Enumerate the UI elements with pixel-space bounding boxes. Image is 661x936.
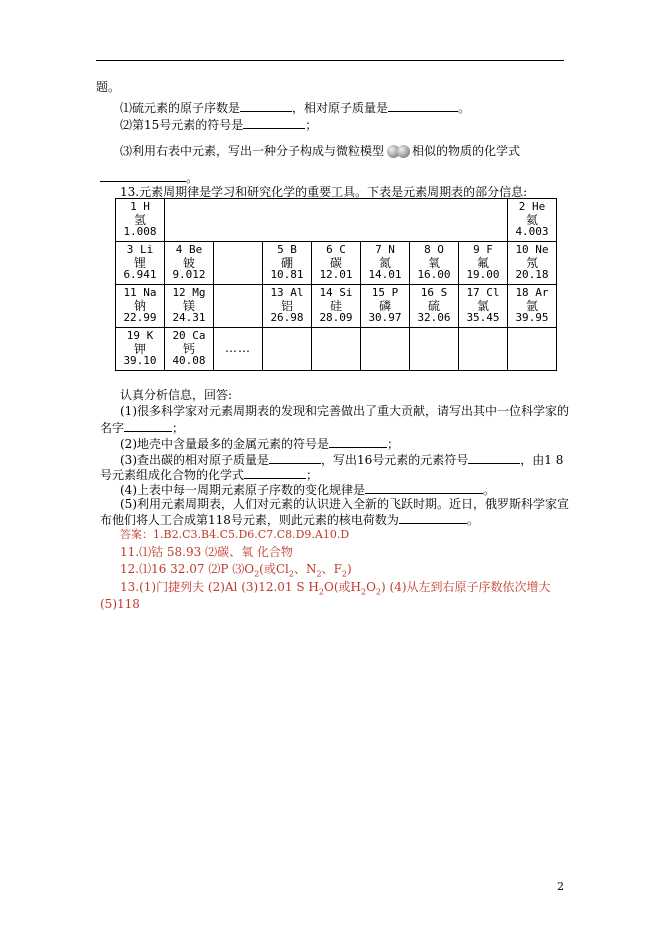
q12-part3-line2	[100, 170, 198, 185]
element-cell-na	[116, 285, 165, 328]
answers-line-3	[120, 562, 352, 581]
table-blank-cell	[459, 328, 508, 371]
q13-p4-text-a: (4)上表中每一周期元素原子序数的变化规律是	[120, 483, 365, 497]
element-cell-h	[116, 199, 165, 242]
table-blank-cell	[214, 242, 263, 285]
answer-blank[interactable]	[468, 452, 520, 464]
answer-text: (或Cl	[259, 562, 289, 576]
table-row	[116, 328, 557, 371]
element-number: 9 F	[473, 243, 493, 257]
q13-p5-text-c: 。	[466, 513, 479, 527]
answer-text: 13.(1)门捷列夫 (2)Al (3)12.01 S H	[120, 580, 319, 594]
table-blank-cell	[263, 328, 312, 371]
answer-text: )	[347, 562, 352, 576]
element-name: 碳	[329, 255, 342, 270]
element-cell-ca	[165, 328, 214, 371]
element-number: 15 P	[371, 286, 399, 300]
element-name: 硅	[329, 298, 342, 313]
element-name: 锂	[133, 255, 146, 270]
element-name: 钾	[133, 341, 146, 356]
element-mass: 39.95	[515, 311, 549, 325]
element-mass: 6.941	[123, 268, 157, 282]
q13-analyze: 认真分析信息，回答:	[120, 388, 233, 402]
element-mass: 35.45	[466, 311, 500, 325]
element-mass: 28.09	[319, 311, 353, 325]
answers-line-1: 答案：1.B2.C3.B4.C5.D6.C7.C8.D9.A10.D	[120, 528, 350, 541]
answer-text: 、N	[293, 562, 317, 576]
q13-stem: 13.元素周期律是学习和研究化学的重要工具。下表是元素周期表的部分信息:	[120, 185, 528, 199]
element-cell-s	[410, 285, 459, 328]
element-cell-f	[459, 242, 508, 285]
element-number: 2 He	[518, 200, 546, 214]
answer-text: 12.⑴16 32.07 ⑵P ⑶O	[120, 562, 255, 576]
element-cell-n	[361, 242, 410, 285]
answer-blank[interactable]	[100, 170, 186, 182]
element-mass: 20.18	[515, 268, 549, 282]
table-blank-cell	[508, 328, 557, 371]
element-cell-li	[116, 242, 165, 285]
subscript: 2	[288, 569, 294, 579]
element-number: 6 C	[326, 243, 346, 257]
element-name: 硼	[280, 255, 293, 270]
answers-line-2: 11.⑴钴 58.93 ⑵碳、氧 化合物	[120, 545, 293, 559]
subscript: 2	[318, 587, 324, 597]
element-name: 铍	[182, 255, 195, 270]
element-cell-he	[508, 199, 557, 242]
molecule-model-icon	[387, 144, 410, 158]
q13-p3-text-e: ；	[306, 468, 319, 482]
element-number: 19 K	[126, 329, 154, 343]
element-cell-ne	[508, 242, 557, 285]
element-cell-o	[410, 242, 459, 285]
q13-p3-text-d: 号元素组成化合物的化学式	[100, 468, 245, 482]
element-cell-p	[361, 285, 410, 328]
q13-p1-text-c: ；	[172, 421, 185, 435]
element-name: 氮	[378, 255, 391, 270]
q13-p1: (1)很多科学家对元素周期表的发现和完善做出了重大贡献，请写出其中一位科学家的	[120, 404, 570, 418]
q13-p3-text-a: (3)查出碳的相对原子质量是	[120, 453, 269, 467]
header-rule	[96, 60, 564, 61]
element-cell-be	[165, 242, 214, 285]
q13-p4	[120, 482, 495, 497]
element-name: 氢	[133, 212, 146, 227]
table-row	[116, 242, 557, 285]
element-mass: 40.08	[172, 354, 206, 368]
element-number: 20 Ca	[172, 329, 206, 343]
element-mass: 19.00	[466, 268, 500, 282]
element-cell-al	[263, 285, 312, 328]
answer-blank[interactable]	[399, 512, 467, 524]
element-cell-mg	[165, 285, 214, 328]
table-blank-cell	[312, 328, 361, 371]
q12-part3-text-a: ⑶利用右表中元素，写出一种分子构成与微粒模型	[120, 144, 385, 158]
answer-blank[interactable]	[269, 452, 321, 464]
answer-text: 、F	[321, 562, 342, 576]
element-name: 镁	[182, 298, 195, 313]
element-number: 14 Si	[319, 286, 353, 300]
subscript: 2	[375, 587, 382, 597]
element-mass: 39.10	[123, 354, 157, 368]
subscript: 2	[360, 587, 367, 597]
q12-part3	[120, 144, 520, 158]
element-mass: 32.06	[417, 311, 451, 325]
answer-blank[interactable]	[124, 420, 172, 432]
answer-blank[interactable]	[240, 100, 292, 112]
table-row	[116, 285, 557, 328]
element-number: 12 Mg	[172, 286, 206, 300]
element-number: 3 Li	[126, 243, 154, 257]
element-number: 11 Na	[123, 286, 157, 300]
q13-p2-text-b: ；	[387, 437, 400, 451]
element-name: 钙	[182, 341, 195, 356]
answer-blank[interactable]	[388, 100, 458, 112]
element-name: 氦	[525, 212, 538, 227]
answer-blank[interactable]	[365, 482, 483, 494]
q12-part3-text-c: 。	[186, 171, 199, 185]
element-cell-ar	[508, 285, 557, 328]
element-mass: 26.98	[270, 311, 304, 325]
q12-part1	[120, 100, 470, 115]
element-number: 7 N	[375, 243, 395, 257]
element-mass: 30.97	[368, 311, 402, 325]
element-name: 氩	[525, 298, 538, 313]
element-mass: 12.01	[319, 268, 353, 282]
element-cell-b	[263, 242, 312, 285]
element-number: 8 O	[424, 243, 444, 257]
element-mass: 4.003	[515, 225, 549, 239]
element-name: 氖	[525, 255, 538, 270]
element-mass: 14.01	[368, 268, 402, 282]
subscript: 2	[254, 569, 260, 579]
answer-blank[interactable]	[243, 117, 305, 129]
table-ellipsis-cell	[214, 328, 263, 371]
answer-blank[interactable]	[329, 436, 387, 448]
table-blank-cell	[410, 328, 459, 371]
q13-p3-text-c: ，由1 8	[520, 453, 564, 467]
element-name: 硫	[427, 298, 440, 313]
table-ellipsis: ……	[225, 341, 251, 356]
q13-p3-line2	[100, 467, 318, 482]
element-name: 铝	[280, 298, 293, 313]
intro-tail: 题。	[96, 80, 121, 94]
element-mass: 10.81	[270, 268, 304, 282]
q13-p3	[120, 452, 563, 467]
table-blank-cell	[214, 285, 263, 328]
q12-part2	[120, 117, 317, 132]
table-row	[116, 199, 557, 242]
q12-part1-text-a: ⑴硫元素的原子序数是	[120, 101, 241, 115]
element-cell-k	[116, 328, 165, 371]
q12-part3-text-b: 相似的物质的化学式	[412, 144, 521, 158]
element-mass: 1.008	[123, 225, 157, 239]
q13-p3-text-b: ，写出16号元素的元素符号	[321, 453, 469, 467]
answer-text: O(或H	[323, 580, 361, 594]
element-cell-cl	[459, 285, 508, 328]
q12-part1-text-b: ，相对原子质量是	[292, 101, 389, 115]
table-empty-span	[165, 199, 508, 242]
element-mass: 24.31	[172, 311, 206, 325]
answer-blank[interactable]	[244, 467, 306, 479]
table-blank-cell	[361, 328, 410, 371]
element-mass: 9.012	[172, 268, 206, 282]
q13-p1-line2	[100, 420, 184, 435]
q12-part1-text-c: 。	[458, 101, 471, 115]
q13-p5-line2	[100, 512, 479, 527]
subscript: 2	[341, 569, 347, 579]
element-mass: 22.99	[123, 311, 157, 325]
periodic-table	[115, 198, 557, 371]
answers-line-5: (5)118	[100, 597, 140, 611]
element-name: 氧	[427, 255, 440, 270]
subscript: 2	[316, 569, 322, 579]
element-mass: 16.00	[417, 268, 451, 282]
element-cell-si	[312, 285, 361, 328]
answers-line-4	[120, 580, 551, 599]
element-number: 18 Ar	[515, 286, 549, 300]
q12-part2-text-b: ；	[305, 118, 318, 132]
q13-p5: (5)利用元素周期表，人们对元素的认识进入全新的飞跃时期。近日，俄罗斯科学家宣	[120, 497, 570, 511]
element-name: 氯	[476, 298, 489, 313]
element-name: 磷	[378, 298, 391, 313]
element-name: 氟	[476, 255, 489, 270]
q13-p4-text-b: 。	[483, 483, 496, 497]
q13-p1-text-b: 名字	[100, 421, 125, 435]
element-number: 13 Al	[270, 286, 304, 300]
q12-part2-text-a: ⑵第15号元素的符号是	[120, 118, 244, 132]
q13-p2-text-a: (2)地壳中含量最多的金属元素的符号是	[120, 437, 329, 451]
q13-p2	[120, 436, 399, 451]
element-name: 钠	[133, 298, 146, 313]
element-number: 1 H	[130, 200, 150, 214]
page-number: 2	[557, 880, 564, 893]
element-number: 17 Cl	[466, 286, 500, 300]
q13-p5-text-b: 布他们将人工合成第118号元素，则此元素的核电荷数为	[100, 513, 399, 527]
element-number: 5 B	[277, 243, 297, 257]
answer-text: O	[366, 580, 376, 594]
answer-text: ) (4)从左到右原子序数依次增大	[381, 580, 551, 594]
element-number: 4 Be	[175, 243, 203, 257]
element-number: 16 S	[420, 286, 448, 300]
element-cell-c	[312, 242, 361, 285]
element-number: 10 Ne	[515, 243, 549, 257]
